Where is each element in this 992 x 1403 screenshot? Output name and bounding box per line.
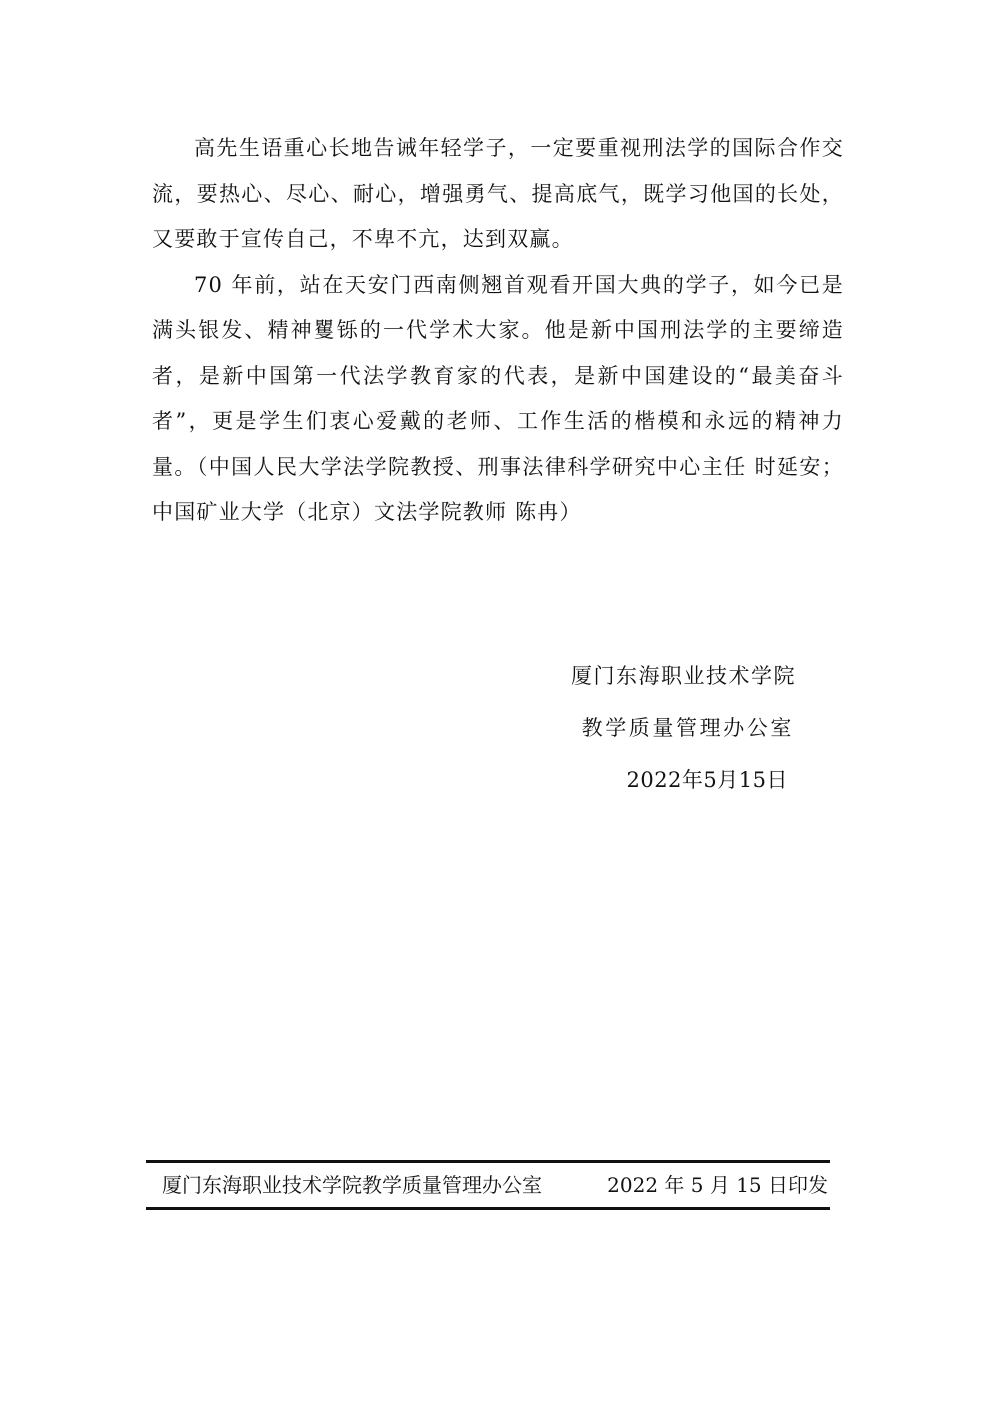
footer-issuance-line (162, 1170, 828, 1200)
article-body (152, 126, 844, 536)
article-paragraph: 70 年前，站在天安门西南侧翘首观看开国大典的学子，如今已是满头银发、精神矍铄的一代学术大家。他是新中国刑法学的主要缔造者，是新中国第一代法学教育家的代表，是新中国建设的“最美奋斗者”，更是学生们衷心爱戴的老师、工作生活的楷模和永远的精神力量。（中国人民大学法学院教授、刑事法律科学研究中心主任 时延安；中国矿业大学（北京）文法学院教师 陈冉） (152, 272, 844, 524)
signature-office: 教学质量管理办公室 (581, 716, 794, 740)
signature-date: 2022年5月15日 (626, 768, 788, 792)
signature-unit: 厦门东海职业技术学院 (571, 664, 796, 688)
footer-issue-date: 2022 年 5 月 15 日印发 (607, 1173, 828, 1197)
footer-top-rule (146, 1160, 830, 1163)
footer-bottom-rule (146, 1207, 830, 1210)
footer-issuer: 厦门东海职业技术学院教学质量管理办公室 (162, 1173, 542, 1197)
signature-block (571, 650, 796, 806)
article-paragraph: 高先生语重心长地告诫年轻学子，一定要重视刑法学的国际合作交流，要热心、尽心、耐心，增强勇气、提高底气，既学习他国的长处，又要敢于宣传自己，不卑不亢，达到双赢。 (152, 136, 844, 251)
